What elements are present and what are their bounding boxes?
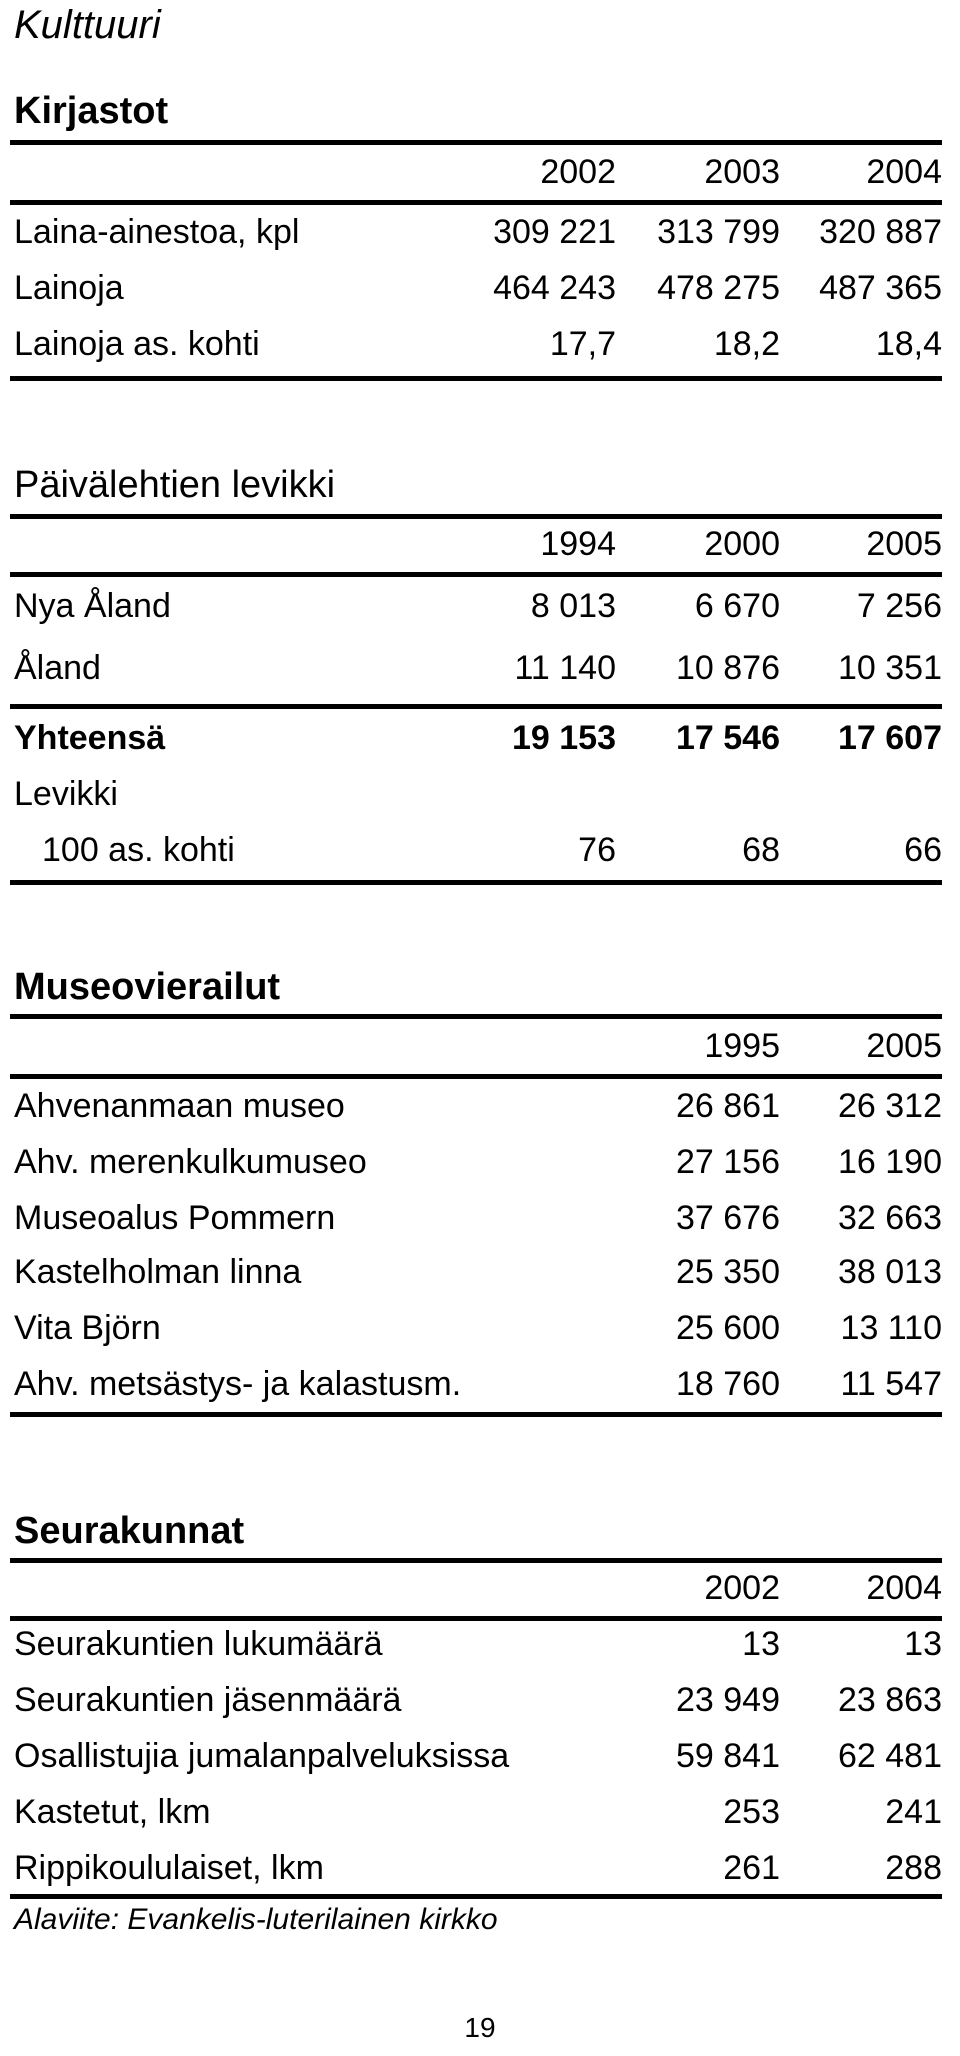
row-value: 13 110 <box>840 1309 942 1347</box>
year-col-1: 1995 <box>704 1027 780 1065</box>
table-row <box>10 1140 942 1184</box>
row-value: 10 351 <box>838 649 942 687</box>
row-value: 23 949 <box>676 1681 780 1719</box>
per-capita-label-row <box>10 772 942 816</box>
museot-header-row <box>10 1024 942 1068</box>
table-row <box>10 266 942 310</box>
row-value: 66 <box>904 831 942 869</box>
row-label: 100 as. kohti <box>42 831 235 869</box>
row-value: 37 676 <box>676 1199 780 1237</box>
row-value: 17 546 <box>676 719 780 757</box>
row-value: 261 <box>723 1849 780 1887</box>
table-row <box>10 584 942 628</box>
row-value: 17 607 <box>838 719 942 757</box>
row-value: 25 350 <box>676 1253 780 1291</box>
row-label: Kastelholman linna <box>14 1253 302 1291</box>
per-capita-row <box>10 828 942 872</box>
table-row <box>10 1306 942 1350</box>
row-value: 19 153 <box>512 719 616 757</box>
row-value: 11 547 <box>840 1365 942 1403</box>
row-value: 487 365 <box>819 269 942 307</box>
row-value: 27 156 <box>676 1143 780 1181</box>
row-value: 38 013 <box>838 1253 942 1291</box>
row-value: 8 013 <box>530 587 616 625</box>
row-value: 7 256 <box>856 587 942 625</box>
row-value: 17,7 <box>549 325 616 363</box>
levikki-top-rule <box>10 514 942 519</box>
year-col-3: 2004 <box>866 153 942 191</box>
row-value: 68 <box>742 831 780 869</box>
year-col-1: 2002 <box>540 153 616 191</box>
row-label: Museoalus Pommern <box>14 1199 336 1237</box>
row-label: Åland <box>14 649 101 687</box>
seurakunnat-title: Seurakunnat <box>14 1510 245 1552</box>
year-col-1: 1994 <box>540 525 616 563</box>
table-row <box>10 1678 942 1722</box>
year-col-2: 2000 <box>704 525 780 563</box>
museot-title: Museovierailut <box>14 966 281 1008</box>
row-value: 62 481 <box>838 1737 942 1775</box>
row-value: 25 600 <box>676 1309 780 1347</box>
kirjastot-header-rule <box>10 200 942 205</box>
row-value: 478 275 <box>657 269 780 307</box>
year-col-3: 2005 <box>866 525 942 563</box>
kirjastot-bottom-rule <box>10 376 942 381</box>
row-value: 76 <box>578 831 616 869</box>
table-row <box>10 210 942 254</box>
table-row <box>10 322 942 366</box>
row-value: 18,2 <box>713 325 780 363</box>
table-row <box>10 1196 942 1240</box>
table-row <box>10 1084 942 1128</box>
total-row <box>10 716 942 760</box>
row-value: 253 <box>723 1793 780 1831</box>
row-value: 32 663 <box>838 1199 942 1237</box>
row-value: 18,4 <box>875 325 942 363</box>
row-label: Lainoja <box>14 269 124 307</box>
table-row <box>10 1622 942 1666</box>
year-col-2: 2004 <box>866 1569 942 1607</box>
row-label: Seurakuntien jäsenmäärä <box>14 1681 402 1719</box>
table-row <box>10 1790 942 1834</box>
row-value: 6 670 <box>694 587 780 625</box>
row-value: 23 863 <box>838 1681 942 1719</box>
row-label: Laina-ainestoa, kpl <box>14 213 300 251</box>
row-value: 288 <box>885 1849 942 1887</box>
levikki-bottom-rule <box>10 880 942 885</box>
row-label: Osallistujia jumalanpalveluksissa <box>14 1737 510 1775</box>
row-value: 309 221 <box>493 213 616 251</box>
row-value: 313 799 <box>657 213 780 251</box>
row-value: 13 <box>904 1625 942 1663</box>
row-value: 16 190 <box>838 1143 942 1181</box>
row-value: 11 140 <box>514 649 616 687</box>
kirjastot-header-row <box>10 150 942 194</box>
year-col-1: 2002 <box>704 1569 780 1607</box>
row-value: 13 <box>742 1625 780 1663</box>
kirjastot-top-rule <box>10 140 942 145</box>
table-row <box>10 1250 942 1294</box>
row-value: 59 841 <box>676 1737 780 1775</box>
levikki-header-rule <box>10 572 942 577</box>
row-label: Nya Åland <box>14 587 171 625</box>
seurakunnat-bottom-rule <box>10 1894 942 1899</box>
year-col-2: 2003 <box>704 153 780 191</box>
table-row <box>10 1846 942 1890</box>
seurakunnat-header-row <box>10 1566 942 1610</box>
table-row <box>10 1362 942 1406</box>
row-label: Seurakuntien lukumäärä <box>14 1625 383 1663</box>
kirjastot-title: Kirjastot <box>14 90 169 132</box>
row-label: Kastetut, lkm <box>14 1793 211 1831</box>
museot-bottom-rule <box>10 1412 942 1417</box>
table-row <box>10 1734 942 1778</box>
levikki-title: Päivälehtien levikki <box>14 464 336 506</box>
row-value: 26 312 <box>838 1087 942 1125</box>
row-label: Ahv. merenkulkumuseo <box>14 1143 367 1181</box>
row-value: 241 <box>885 1793 942 1831</box>
museot-header-rule <box>10 1074 942 1079</box>
row-label: Ahv. metsästys- ja kalastusm. <box>14 1365 462 1403</box>
row-value: 464 243 <box>493 269 616 307</box>
row-value: 26 861 <box>676 1087 780 1125</box>
page-number: 19 <box>464 2012 496 2043</box>
row-value: 18 760 <box>676 1365 780 1403</box>
page-title: Kulttuuri <box>14 3 161 47</box>
row-label: Ahvenanmaan museo <box>14 1087 345 1125</box>
museot-top-rule <box>10 1014 942 1019</box>
levikki-total-rule <box>10 704 942 709</box>
row-value: 10 876 <box>676 649 780 687</box>
row-label: Levikki <box>14 775 118 813</box>
footnote: Alaviite: Evankelis-luterilainen kirkko <box>14 1903 498 1936</box>
row-label: Rippikoululaiset, lkm <box>14 1849 324 1887</box>
row-label: Lainoja as. kohti <box>14 325 260 363</box>
row-label: Vita Björn <box>14 1309 161 1347</box>
seurakunnat-top-rule <box>10 1558 942 1563</box>
year-col-2: 2005 <box>866 1027 942 1065</box>
levikki-header-row <box>10 522 942 566</box>
seurakunnat-header-rule <box>10 1616 942 1621</box>
row-value: 320 887 <box>819 213 942 251</box>
table-row <box>10 646 942 690</box>
row-label: Yhteensä <box>14 719 166 757</box>
